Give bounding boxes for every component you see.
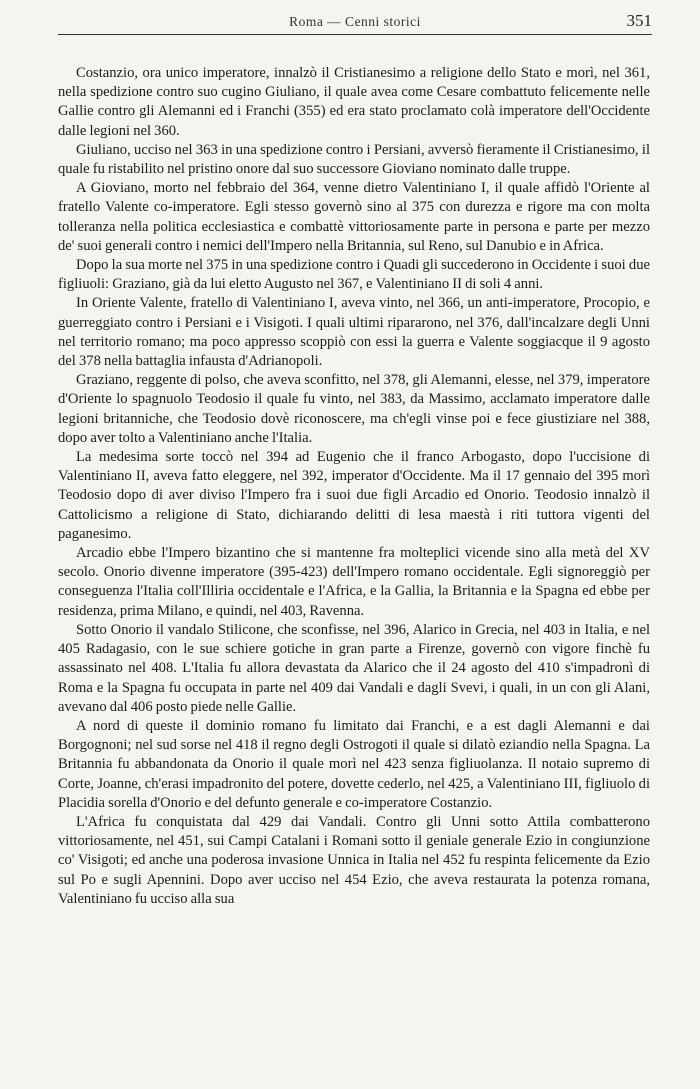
paragraph-gioviano: A Gioviano, morto nel febbraio del 364, venne dietro Valentiniano I, il quale affidò l'Oriente al fratello Valente co-imperatore. Egli stesso governò sino al 375 con durezza e rigore ma con molta tolleranza nella politica ecclesiastica e combattè vittoriosamente parte in persona e parte per mezzo de' suoi generali contro i nemici dell'Impero nella Britannia, sul Reno, sul Danubio e in Africa. <box>58 180 650 254</box>
paragraph-giuliano: Giuliano, ucciso nel 363 in una spedizione contro i Persiani, avversò fieramente il Cristianesimo, il quale fu ristabilito nel pristino onore dal suo successore Gioviano nominato dalle truppe. <box>58 141 650 178</box>
paragraph-graziano: Graziano, reggente di polso, che aveva sconfitto, nel 378, gli Alemanni, elesse, nel 379, imperatore d'Oriente lo spagnuolo Teodosio il quale fu vinto, nel 383, da Massimo, acclamato imperatore dalle legioni britanniche, che Teodosio dovè riconoscere, ma ch'egli vinse poi e fece giustiziare nel 388, dopo aver tolto a Valentiniano anche l'Italia. <box>58 372 650 446</box>
paragraph-franchi: A nord di queste il dominio romano fu limitato dai Franchi, e a est dagli Alemanni e dai Borgognoni; nel sud sorse nel 418 il regno degli Ostrogoti il quale si dilatò eziandio nella Spagna. La Britannia fu abbandonata da Onorio il quale morì nel 423 senza figliuolanza. Il notaio supremo di Corte, Joanne, ch'erasi impadronito del potere, dovette cederlo, nel 425, a Valentiniano III, figliuolo di Placidia sorella d'Onorio e del defunto generale e co-imperatore Costanzio. <box>58 717 650 811</box>
body-text <box>58 64 650 909</box>
running-head <box>58 10 652 35</box>
paragraph-costanzio: Costanzio, ora unico imperatore, innalzò il Cristianesimo a religione dello Stato e morì, nel 361, nella spedizione contro suo cugino Giuliano, il quale avea come Cesare combattuto felicemente nelle Gallie contro gli Alemanni ed i Franchi (355) ed era stato proclamato colà imperatore dell'Occidente dalle legioni nel 360. <box>58 65 650 139</box>
paragraph-quadi: Dopo la sua morte nel 375 in una spedizione contro i Quadi gli succederono in Occidente i suoi due figliuoli: Graziano, già da lui eletto Augusto nel 367, e Valentiniano II di soli 4 anni. <box>58 257 650 293</box>
paragraph-africa: L'Africa fu conquistata dal 429 dai Vandali. Contro gli Unni sotto Attila combatterono vittoriosamente, nel 451, sui Campi Catalani i Romani sotto il geniale generale Ezio in congiunzione co' Visigoti; ed anche una poderosa invasione Unnica in Italia nel 452 fu respinta felicemente da Ezio sul Po e sugli Apennini. Dopo aver ucciso nel 454 Ezio, che aveva restaurata la potenza romana, Valentiniano fu ucciso alla sua <box>58 813 650 907</box>
paragraph-stilicone: Sotto Onorio il vandalo Stilicone, che sconfisse, nel 396, Alarico in Grecia, nel 403 in Italia, e nel 405 Radagasio, con le sue schiere gotiche in gran parte a Firenze, governò con vigore finchè fu assassinato nel 408. L'Italia fu allora devastata da Alarico che il 24 agosto del 410 s'impadronì di Roma e la Spagna fu occupata in parte nel 409 dai Vandali e dagli Svevi, i quali, in un con gli Alani, avevano dal 406 posto piede nelle Gallie. <box>58 621 650 715</box>
paragraph-arcadio: Arcadio ebbe l'Impero bizantino che si mantenne fra molteplici vicende sino alla metà del XV secolo. Onorio divenne imperatore (395-423) dell'Impero romano occidentale. Egli signoreggiò per conseguenza l'Italia coll'Illiria occidentale e l'Africa, e la Gallia, la Britannia e la Spagna ed ebbe per residenza, prima Milano, e quindi, nel 403, Ravenna. <box>58 545 650 619</box>
paragraph-valente: In Oriente Valente, fratello di Valentiniano I, aveva vinto, nel 366, un anti-imperatore, Procopio, e guerreggiato contro i Persiani e i Visigoti. I quali ultimi ripararono, nel 376, dall'incalzare degli Unni nel territorio romano; ma poco appresso scoppiò con essi la guerra e Valente soggiacque il 9 agosto del 378 nella battaglia infausta d'Adrianopoli. <box>58 295 650 370</box>
page-number: 351 <box>626 11 652 30</box>
running-title: Roma — Cenni storici <box>289 14 421 29</box>
paragraph-eugenio: La medesima sorte toccò nel 394 ad Eugenio che il franco Arbogasto, dopo l'uccisione di Valentiniano II, aveva fatto eleggere, nel 392, imperator d'Occidente. Ma il 17 gennaio del 395 morì Teodosio dopo di aver diviso l'Impero fra i suoi due figli Arcadio ed Onorio. Teodosio innalzò il Cattolicismo a religione di Stato, dichiarando delitti di lesa maestà i riti tuttora vigenti del paganesimo. <box>58 449 650 542</box>
